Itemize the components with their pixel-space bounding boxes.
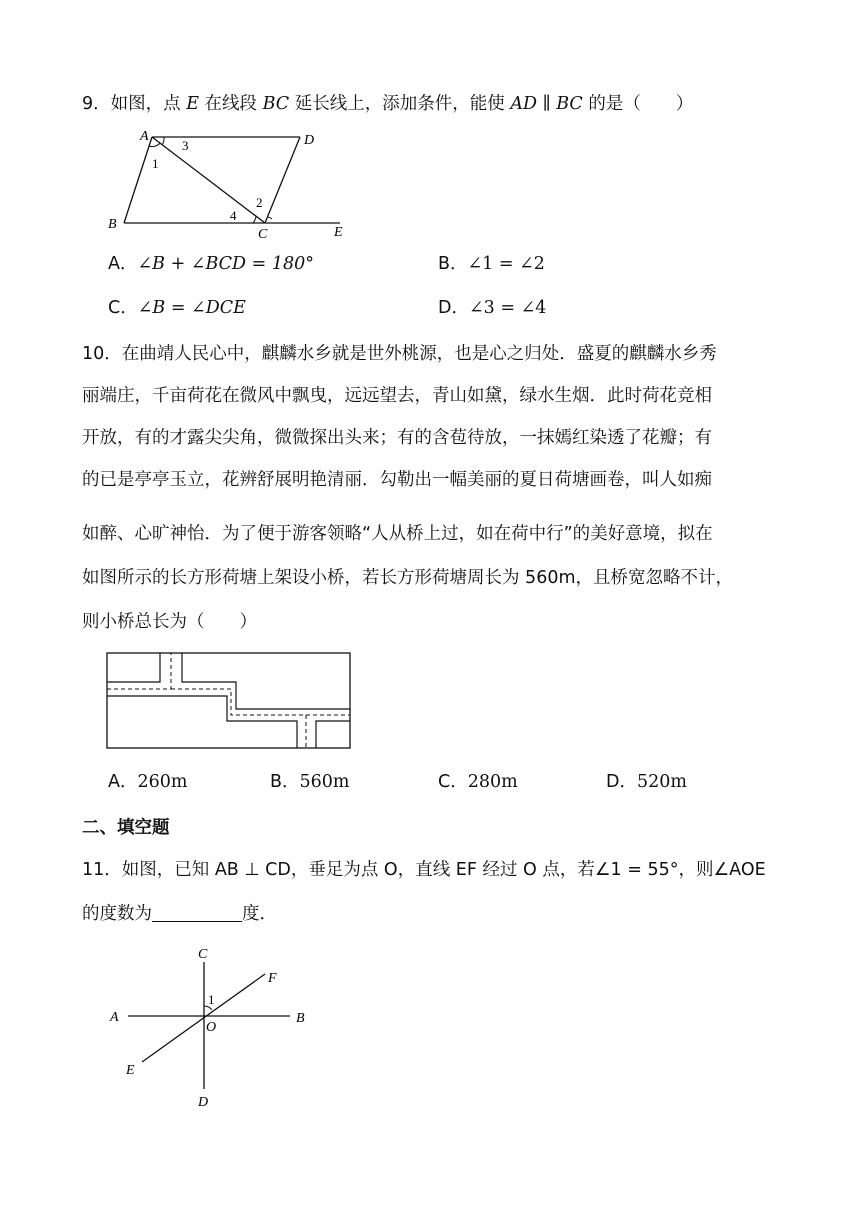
q11-label-c: C xyxy=(198,947,208,962)
q9-angle-4: 4 xyxy=(230,208,237,223)
q10-line-4: 的已是亭亭玉立，花辨舒展明艳清丽．勾勒出一幅美丽的夏日荷塘画卷，叫人如痴 xyxy=(82,470,712,490)
q9-option-b: B．∠1 = ∠2 xyxy=(438,254,545,274)
q10-line-6: 如图所示的长方形荷塘上架设小桥，若长方形荷塘周长为 560m，且桥宽忽略不计， xyxy=(82,568,734,588)
q11-label-a: A xyxy=(110,1010,119,1025)
q10-line-7: 则小桥总长为（ ） xyxy=(82,612,257,632)
q10-pond-figure xyxy=(106,652,352,750)
q9-label-e: E xyxy=(334,225,343,240)
q10-line-3: 开放，有的才露尖尖角，微微探出头来；有的含苞待放，一抹嫣红染透了花瓣；有 xyxy=(82,428,712,448)
q11-line-2: 的度数为 度． xyxy=(82,904,277,924)
q9-label-d: D xyxy=(304,133,315,148)
q10-option-b: B．560m xyxy=(270,772,350,792)
q9-angle-3: 3 xyxy=(182,138,189,153)
q11-answer-blank[interactable] xyxy=(152,903,242,922)
q10-line-1: 10．在曲靖人民心中，麒麟水乡就是世外桃源，也是心之归处．盛夏的麒麟水乡秀 xyxy=(82,344,717,364)
q9-option-a: A．∠B + ∠BCD = 180° xyxy=(108,254,315,274)
q11-label-o: O xyxy=(206,1020,217,1035)
q10-line-2: 丽端庄，千亩荷花在微风中飘曳，远远望去，青山如黛，绿水生烟．此时荷花竞相 xyxy=(82,386,712,406)
q11-angle-1: 1 xyxy=(208,992,215,1007)
q9-label-b: B xyxy=(108,217,117,232)
q9-option-c: C．∠B = ∠DCE xyxy=(108,298,246,318)
q9-number: 9． xyxy=(82,94,111,114)
q11-line-1: 11．如图，已知 AB ⊥ CD，垂足为点 O，直线 EF 经过 O 点，若∠1 = 55°，则∠AOE xyxy=(82,860,766,880)
q11-figure xyxy=(100,944,320,1114)
q9-angle-2: 2 xyxy=(256,195,263,210)
q9-label-c: C xyxy=(258,227,268,240)
q10-option-c: C．280m xyxy=(438,772,518,792)
q10-option-d: D．520m xyxy=(606,772,687,792)
q9-option-d: D．∠3 = ∠4 xyxy=(438,298,547,318)
q9-stem: 9．如图，点 E 在线段 BC 延长线上，添加条件，能使 AD ∥ BC 的是（ ） xyxy=(82,94,694,114)
section-title: 二、填空题 xyxy=(82,818,170,838)
q11-label-f: F xyxy=(268,971,277,986)
q10-line-5: 如醉、心旷神怡．为了便于游客领略“人从桥上过，如在荷中行”的美好意境，拟在 xyxy=(82,524,713,544)
q9-figure xyxy=(100,128,360,240)
q11-label-b: B xyxy=(296,1011,305,1026)
q10-option-a: A．260m xyxy=(108,772,188,792)
q11-label-d: D xyxy=(198,1095,209,1110)
q9-angle-1: 1 xyxy=(152,156,159,171)
q9-label-a: A xyxy=(140,129,149,144)
q11-label-e: E xyxy=(126,1063,135,1078)
